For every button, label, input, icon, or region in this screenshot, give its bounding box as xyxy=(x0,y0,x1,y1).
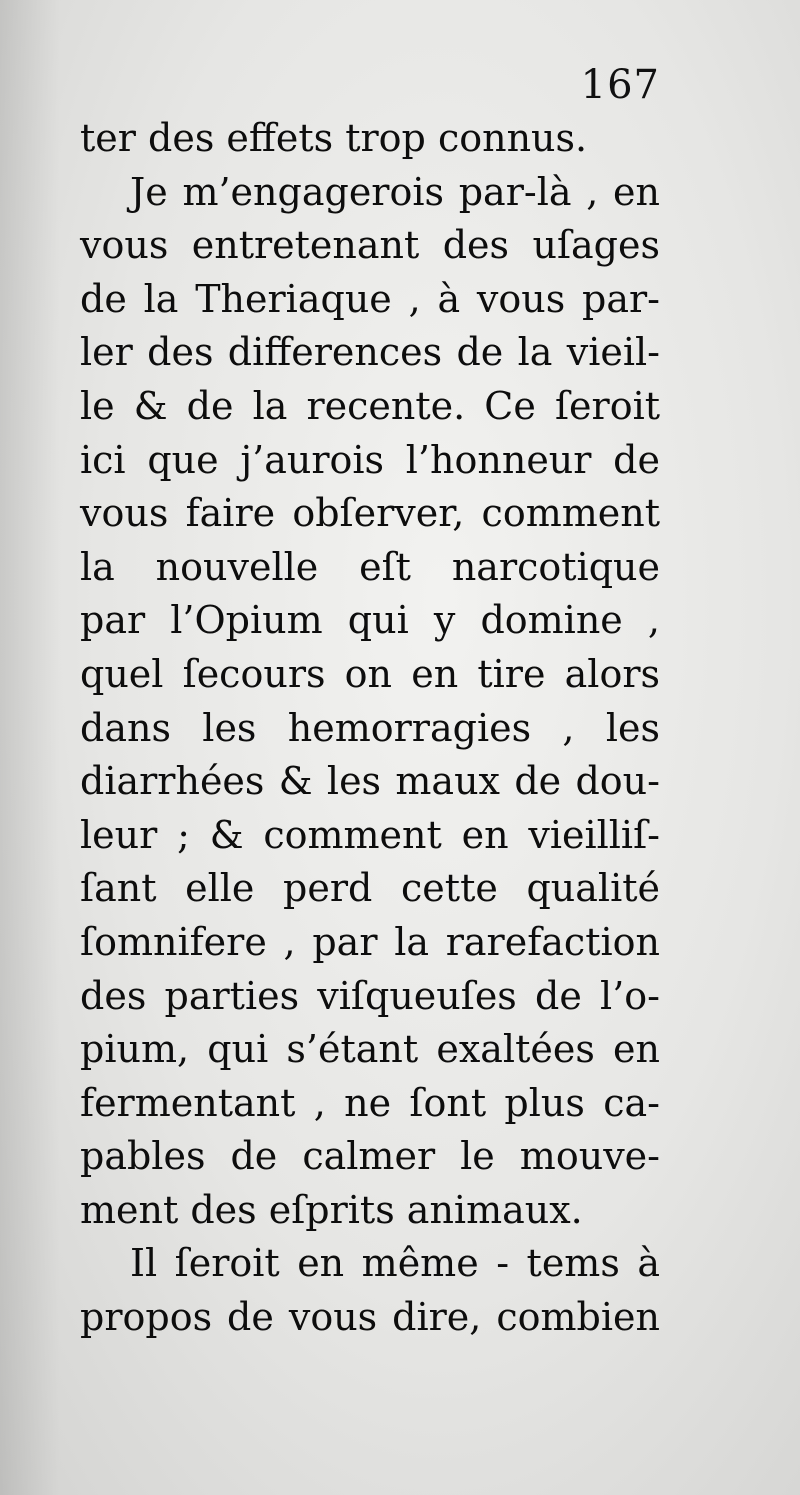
text-line: leur ; & comment en vieilliſ- xyxy=(80,812,660,857)
text-line: pables de calmer le mouve- xyxy=(80,1134,660,1179)
text-line: des parties viſqueuſes de l’o- xyxy=(80,973,660,1018)
text-line: ſant elle perd cette qualité xyxy=(80,866,660,911)
text-line: le & de la recente. Ce ſeroit xyxy=(80,383,660,428)
text-line: de la Theriaque , à vous par- xyxy=(80,276,660,321)
body-text xyxy=(80,112,660,1345)
text-line: ler des differences de la vieil- xyxy=(80,330,660,375)
page-number: 167 xyxy=(580,62,660,108)
text-line: propos de vous dire, combien xyxy=(80,1295,660,1340)
text-line: la nouvelle eſt narcotique xyxy=(80,544,660,589)
text-line: diarrhées & les maux de dou- xyxy=(80,759,660,804)
text-line: vous entretenant des uſages xyxy=(80,223,660,268)
text-line: ment des eſprits animaux. xyxy=(80,1187,583,1232)
text-line: ter des effets trop connus. xyxy=(80,116,588,160)
text-line: pium, qui s’étant exaltées en xyxy=(80,1027,660,1072)
text-line: dans les hemorragies , les xyxy=(80,705,660,750)
text-line: fermentant , ne ſont plus ca- xyxy=(80,1080,660,1125)
gutter-shadow xyxy=(0,0,60,1495)
text-line: Il ſeroit en même - tems à xyxy=(130,1241,660,1286)
text-line: Je m’engagerois par-là , en xyxy=(130,169,660,214)
text-line: quel ſecours on en tire alors xyxy=(80,651,660,696)
text-line: par l’Opium qui y domine , xyxy=(80,598,660,643)
text-line: ſomnifere , par la rarefaction xyxy=(80,919,660,964)
text-line: ici que j’aurois l’honneur de xyxy=(80,437,660,482)
text-line: vous faire obſerver, comment xyxy=(80,491,660,536)
